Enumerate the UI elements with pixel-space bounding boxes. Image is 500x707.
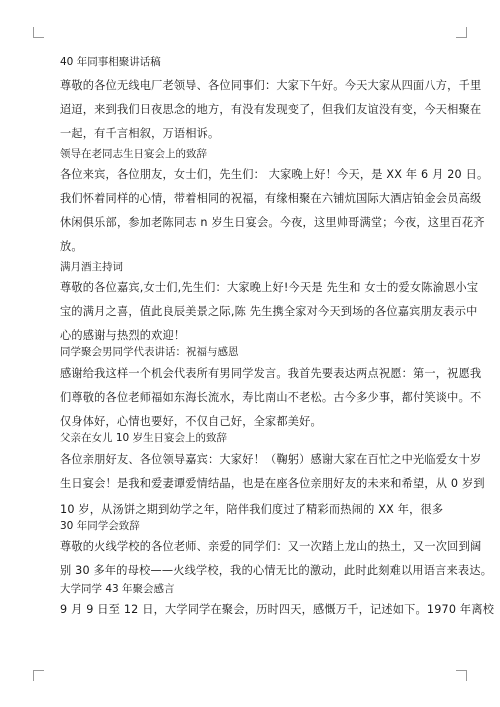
paragraph-line: 尊敬的各位嘉宾,女士们,先生们：大家晚上好!今天是 先生和 女士的爱女陈渝恩小宝: [60, 281, 479, 294]
paragraph-line: 迢迢，来到我们日夜思念的地方，有没有发现变了，但我们友谊没有变，今天相聚在: [60, 103, 482, 116]
section-heading: 同学聚会男同学代表讲话：祝福与感恩: [60, 346, 239, 358]
paragraph-line: 仅身体好，心情也要好，不仅自己好，全家都美好。: [60, 415, 322, 428]
crop-mark-bottom-right: [456, 670, 467, 681]
crop-mark-top-right: [456, 27, 467, 38]
paragraph-line: 休闲俱乐部，参加老陈同志 n 岁生日宴会。今夜，这里帅哥满堂；今夜，这里百花齐: [60, 216, 485, 229]
paragraph-line: 各位来宾，各位朋友，女士们，先生们： 大家晚上好！今天，是 XX 年 6 月 20 日。: [60, 168, 489, 181]
section-heading: 领导在老同志生日宴会上的致辞: [60, 148, 207, 160]
paragraph-line: 尊敬的火线学校的各位老师、亲爱的同学们：又一次踏上龙山的热土，又一次回到阔: [60, 540, 482, 553]
paragraph-line: 心的感谢与热烈的欢迎！: [60, 329, 186, 342]
crop-mark-bottom-left: [33, 670, 44, 681]
section-heading: 30 年同学会致辞: [60, 520, 140, 532]
section-heading: 40 年同事相聚讲话稿: [60, 56, 161, 68]
paragraph-line: 们尊敬的各位老师福如东海长流水，寿比南山不老松。古今多少事，都付笑谈中。不: [60, 391, 482, 404]
paragraph-line: 我们怀着同样的心情，带着相同的祝福，有缘相聚在六铺炕国际大酒店铂金会员高级: [60, 192, 482, 205]
paragraph-line: 一起，有千言相叙，万语相诉。: [60, 127, 220, 140]
paragraph-line: 9 月 9 日至 12 日，大学同学在聚会，历时四天，感慨万千，记述如下。1970 年离校: [60, 603, 495, 616]
paragraph-line: 别 30 多年的母校——火线学校，我的心情无比的激动，此时此刻难以用语言来表达。: [60, 564, 493, 577]
paragraph-line: 各位亲朋好友、各位领导嘉宾：大家好！（鞠躬）感谢大家在百忙之中光临爱女十岁: [60, 453, 482, 466]
paragraph-line: 尊敬的各位无线电厂老领导、各位同事们：大家下午好。今天大家从四面八方，千里: [60, 79, 482, 92]
section-heading: 满月酒主持词: [60, 261, 123, 273]
paragraph-line: 10 岁，从汤饼之期到幼学之年，陪伴我们度过了精彩而热闹的 XX 年，很多: [60, 503, 444, 516]
section-heading: 父亲在女儿 10 岁生日宴会上的致辞: [60, 432, 228, 444]
paragraph-line: 宝的满月之喜，值此良辰美景之际,陈 先生携全家对今天到场的各位嘉宾朋友表示中: [60, 305, 478, 318]
crop-mark-top-left: [33, 27, 44, 38]
paragraph-line: 放。: [60, 240, 83, 253]
paragraph-line: 感谢给我这样一个机会代表所有男同学发言。我首先要表达两点祝愿：第一，祝愿我: [60, 367, 482, 380]
section-heading: 大学同学 43 年聚会感言: [60, 583, 175, 595]
paragraph-line: 生日宴会！是我和爱妻谭爱情结晶，也是在座各位亲朋好友的未来和希望，从 0 岁到: [60, 477, 485, 490]
